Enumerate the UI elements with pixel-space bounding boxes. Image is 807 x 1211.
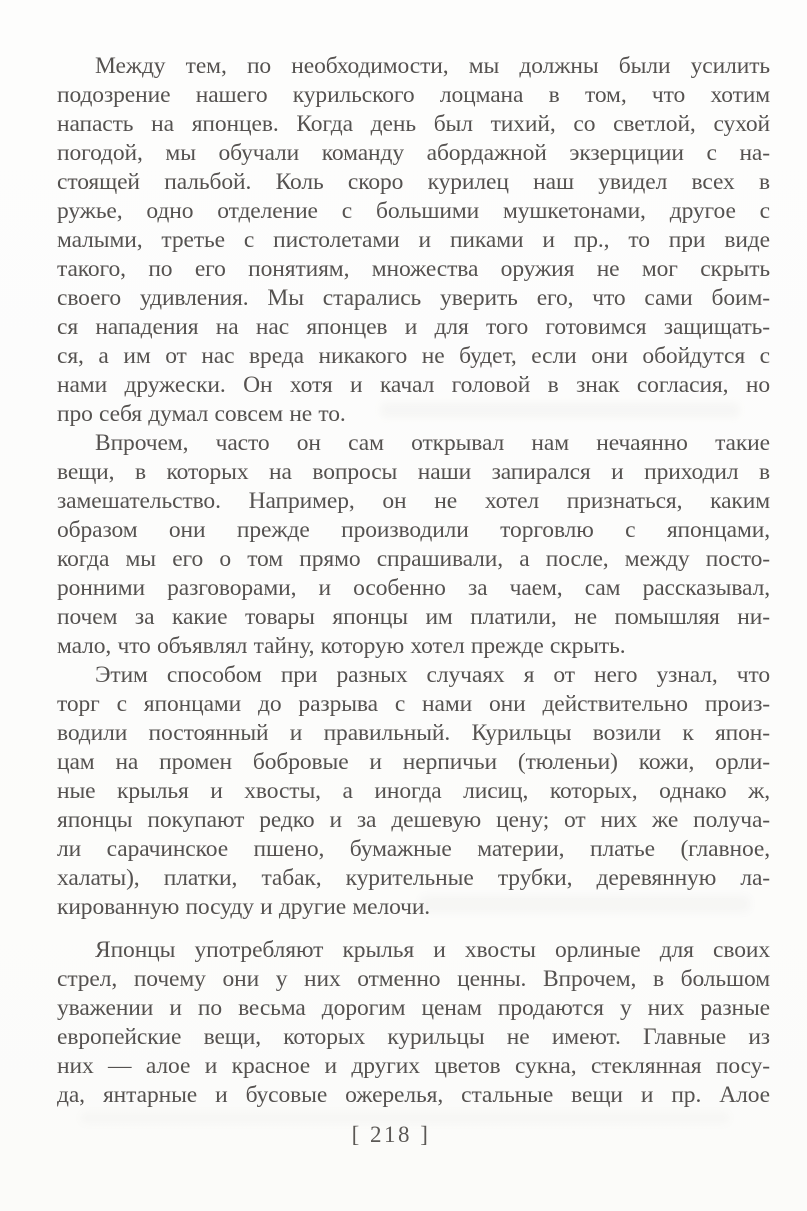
text-line: ся нападения на нас японцев и для того готовимся защищать- [57,314,770,340]
text-line: погодой, мы обучали команду абордажной экзерциции с на- [57,140,770,166]
text-line: своего удивления. Мы старались уверить его, что сами боим- [57,285,770,311]
text-line: такого, по его понятиям, множества оружия не мог скрыть [57,256,770,282]
text-line: да, янтарные и бусовые ожерелья, стальные вещи и пр. Алое [57,1082,770,1108]
text-line: подозрение нашего курильского лоцмана в том, что хотим [57,82,770,108]
text-line: образом они прежде производили торговлю с японцами, [57,517,770,543]
paragraph [57,52,770,429]
text-line: Между тем, по необходимости, мы должны были усилить [95,53,770,79]
text-line: Впрочем, часто он сам открывал нам нечаянно такие [95,430,770,456]
page-number: [ 218 ] [351,1122,431,1147]
text-line: цам на промен бобровые и нерпичьи (тюленьи) кожи, орли- [57,749,770,775]
paragraph [57,429,770,661]
text-line: европейские вещи, которых курильцы не имеют. Главные из [57,1024,770,1050]
text-line: стрел, почему они у них отменно ценны. Впрочем, в большом [57,966,770,992]
text-line: торг с японцами до разрыва с нами они действительно произ- [57,691,770,717]
page-text-block [57,52,770,1110]
text-line: Японцы употребляют крылья и хвосты орлиные для своих [95,937,770,963]
text-line: стоящей пальбой. Коль скоро курилец наш увидел всех в [57,169,770,195]
text-line: халаты), платки, табак, курительные трубки, деревянную ла- [57,865,770,891]
text-line: замешательство. Например, он не хотел признаться, каким [57,488,770,514]
text-line: Этим способом при разных случаях я от него узнал, что [95,662,770,688]
text-line: мало, что объявлял тайну, которую хотел прежде скрыть. [57,633,626,659]
text-line: про себя думал совсем не то. [57,401,346,427]
text-line: малыми, третье с пистолетами и пиками и пр., то при виде [57,227,770,253]
text-line: уважении и по весьма дорогим ценам продаются у них разные [57,995,770,1021]
text-line: ся, а им от нас вреда никакого не будет, если они обойдутся с [57,343,770,369]
text-line: когда мы его о том прямо спрашивали, а после, между посто- [57,546,770,572]
text-line: кированную посуду и другие мелочи. [57,894,431,920]
text-line: них — алое и красное и других цветов сукна, стеклянная посу- [57,1053,770,1079]
paragraph [57,661,770,922]
text-line: ли сарачинское пшено, бумажные материи, платье (главное, [57,836,770,862]
text-line: нами дружески. Он хотя и качал головой в знак согласия, но [57,372,770,398]
text-line: водили постоянный и правильный. Курильцы возили к япон- [57,720,770,746]
text-line: японцы покупают редко и за дешевую цену; от них же получа- [57,807,770,833]
text-line: напасть на японцев. Когда день был тихий, со светлой, сухой [57,111,770,137]
text-line: ные крылья и хвосты, а иногда лисиц, которых, однако ж, [57,778,770,804]
text-line: ронними разговорами, и особенно за чаем, сам рассказывал, [57,575,770,601]
text-line: ружье, одно отделение с большими мушкетонами, другое с [57,198,770,224]
paragraph [57,936,770,1110]
text-line: вещи, в которых на вопросы наши запирался и приходил в [57,459,770,485]
text-line: почем за какие товары японцы им платили, не помышляя ни- [57,604,770,630]
